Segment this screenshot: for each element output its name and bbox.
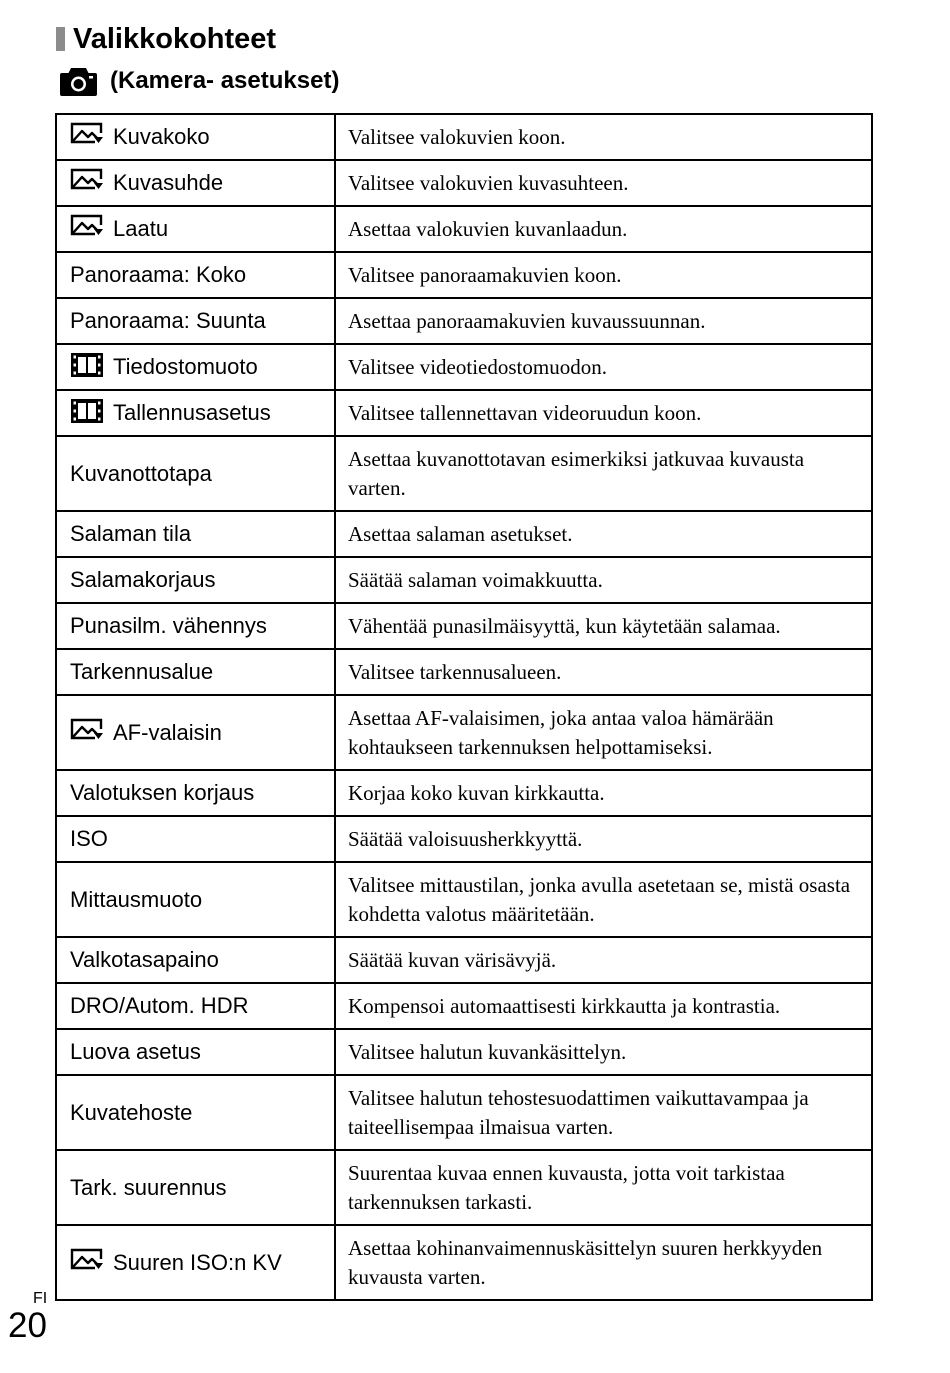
still-image-icon: [70, 213, 104, 241]
menu-item-row: [56, 1029, 872, 1075]
menu-item-row: [56, 557, 872, 603]
menu-item-description: Vähentää punasilmäisyyttä, kun käytetään salamaa.: [335, 603, 872, 649]
menu-item-label: DRO/Autom. HDR: [70, 993, 249, 1018]
menu-item-row: [56, 1150, 872, 1225]
menu-item-label: AF-valaisin: [113, 719, 222, 745]
menu-item-name-cell: [56, 1225, 335, 1300]
movie-film-icon-graphic: [70, 397, 104, 425]
menu-item-row: [56, 937, 872, 983]
menu-item-name-cell: [56, 160, 335, 206]
section-heading: [60, 66, 339, 96]
menu-item-description: Valitsee halutun kuvankäsittelyn.: [335, 1029, 872, 1075]
menu-item-name-cell: [56, 206, 335, 252]
menu-items-table: [55, 113, 873, 1301]
menu-item-name-cell: [56, 816, 335, 862]
menu-item-name-cell: [56, 983, 335, 1029]
menu-item-description: Asettaa kuvanottotavan esimerkiksi jatkuvaa kuvausta varten.: [335, 436, 872, 511]
page-heading: [56, 22, 276, 56]
menu-item-row: [56, 390, 872, 436]
menu-item-label: Salamakorjaus: [70, 567, 216, 592]
menu-item-description: Asettaa panoraamakuvien kuvaussuunnan.: [335, 298, 872, 344]
menu-item-description: Valitsee tallennettavan videoruudun koon.: [335, 390, 872, 436]
menu-item-label: Panoraama: Suunta: [70, 308, 266, 333]
movie-film-icon: [70, 397, 104, 425]
menu-item-row: [56, 1225, 872, 1300]
menu-item-label: Tarkennusalue: [70, 659, 214, 684]
menu-item-row: [56, 160, 872, 206]
menu-item-label: ISO: [70, 826, 108, 851]
movie-film-icon-graphic: [70, 351, 104, 379]
menu-item-name-cell: [56, 770, 335, 816]
menu-item-description: Valitsee valokuvien kuvasuhteen.: [335, 160, 872, 206]
menu-item-description: Säätää salaman voimakkuutta.: [335, 557, 872, 603]
menu-item-name-cell: [56, 344, 335, 390]
menu-item-description: Korjaa koko kuvan kirkkautta.: [335, 770, 872, 816]
menu-item-label: Punasilm. vähennys: [70, 613, 267, 638]
menu-item-row: [56, 695, 872, 770]
menu-item-label: Valotuksen korjaus: [70, 780, 255, 805]
section-heading-text: (Kamera- asetukset): [110, 67, 340, 94]
still-image-icon: [70, 717, 104, 745]
still-image-icon-graphic: [70, 1247, 104, 1275]
menu-item-description: Valitsee tarkennusalueen.: [335, 649, 872, 695]
menu-item-row: [56, 983, 872, 1029]
menu-item-row: [56, 114, 872, 160]
menu-item-description: Valitsee halutun tehostesuodattimen vaikuttavampaa ja taiteellisempaa ilmaisua varten.: [335, 1075, 872, 1150]
menu-item-description: Valitsee mittaustilan, jonka avulla asetetaan se, mistä osasta kohdetta valotus määritetään.: [335, 862, 872, 937]
menu-item-label: Laatu: [113, 216, 169, 241]
menu-item-name-cell: [56, 557, 335, 603]
menu-item-row: [56, 816, 872, 862]
menu-item-name-cell: [56, 298, 335, 344]
menu-item-row: [56, 862, 872, 937]
menu-item-name-cell: [56, 603, 335, 649]
menu-item-label: Mittausmuoto: [70, 886, 203, 912]
menu-item-label: Panoraama: Koko: [70, 262, 247, 287]
camera-icon: [60, 66, 97, 96]
menu-item-description: Suurentaa kuvaa ennen kuvausta, jotta voit tarkistaa tarkennuksen tarkasti.: [335, 1150, 872, 1225]
menu-item-label: Tark. suurennus: [70, 1174, 227, 1200]
menu-item-name-cell: [56, 862, 335, 937]
movie-film-icon: [70, 351, 104, 379]
still-image-icon-graphic: [70, 717, 104, 745]
menu-item-description: Kompensoi automaattisesti kirkkautta ja kontrastia.: [335, 983, 872, 1029]
still-image-icon: [70, 167, 104, 195]
menu-item-name-cell: [56, 695, 335, 770]
menu-item-name-cell: [56, 114, 335, 160]
still-image-icon: [70, 121, 104, 149]
menu-item-description: Asettaa valokuvien kuvanlaadun.: [335, 206, 872, 252]
language-code: FI: [33, 1290, 48, 1307]
menu-item-name-cell: [56, 1029, 335, 1075]
menu-item-name-cell: [56, 649, 335, 695]
page-number: 20: [8, 1306, 47, 1345]
menu-item-label: Tallennusasetus: [113, 400, 271, 425]
menu-item-label: Luova asetus: [70, 1039, 201, 1064]
still-image-icon-graphic: [70, 213, 104, 241]
menu-item-label: Kuvatehoste: [70, 1099, 193, 1125]
menu-item-row: [56, 298, 872, 344]
menu-item-label: Salaman tila: [70, 521, 192, 546]
menu-item-row: [56, 649, 872, 695]
menu-item-row: [56, 603, 872, 649]
still-image-icon: [70, 1247, 104, 1275]
menu-item-label: Valkotasapaino: [70, 947, 219, 972]
menu-item-row: [56, 344, 872, 390]
menu-item-name-cell: [56, 390, 335, 436]
menu-item-row: [56, 206, 872, 252]
menu-item-row: [56, 511, 872, 557]
heading-marker: [56, 27, 65, 51]
menu-item-description: Asettaa kohinanvaimennuskäsittelyn suuren herkkyyden kuvausta varten.: [335, 1225, 872, 1300]
menu-item-name-cell: [56, 252, 335, 298]
heading-text: Valikkokohteet: [73, 23, 277, 55]
menu-item-name-cell: [56, 511, 335, 557]
menu-item-name-cell: [56, 937, 335, 983]
menu-item-description: Asettaa AF-valaisimen, joka antaa valoa hämärään kohtaukseen tarkennuksen helpottamiseksi.: [335, 695, 872, 770]
menu-item-row: [56, 1075, 872, 1150]
menu-item-name-cell: [56, 1075, 335, 1150]
menu-item-label: Tiedostomuoto: [113, 354, 258, 379]
menu-item-description: Säätää valoisuusherkkyyttä.: [335, 816, 872, 862]
still-image-icon-graphic: [70, 121, 104, 149]
menu-item-description: Valitsee valokuvien koon.: [335, 114, 872, 160]
menu-item-label: Kuvanottotapa: [70, 460, 212, 486]
menu-item-description: Säätää kuvan värisävyjä.: [335, 937, 872, 983]
still-image-icon-graphic: [70, 167, 104, 195]
menu-item-row: [56, 770, 872, 816]
menu-item-row: [56, 252, 872, 298]
menu-item-description: Valitsee videotiedostomuodon.: [335, 344, 872, 390]
menu-item-label: Kuvakoko: [113, 124, 210, 149]
menu-item-description: Valitsee panoraamakuvien koon.: [335, 252, 872, 298]
menu-item-label: Kuvasuhde: [113, 170, 224, 195]
menu-item-label: Suuren ISO:n KV: [113, 1249, 282, 1275]
menu-item-description: Asettaa salaman asetukset.: [335, 511, 872, 557]
menu-item-name-cell: [56, 436, 335, 511]
menu-item-row: [56, 436, 872, 511]
menu-item-name-cell: [56, 1150, 335, 1225]
